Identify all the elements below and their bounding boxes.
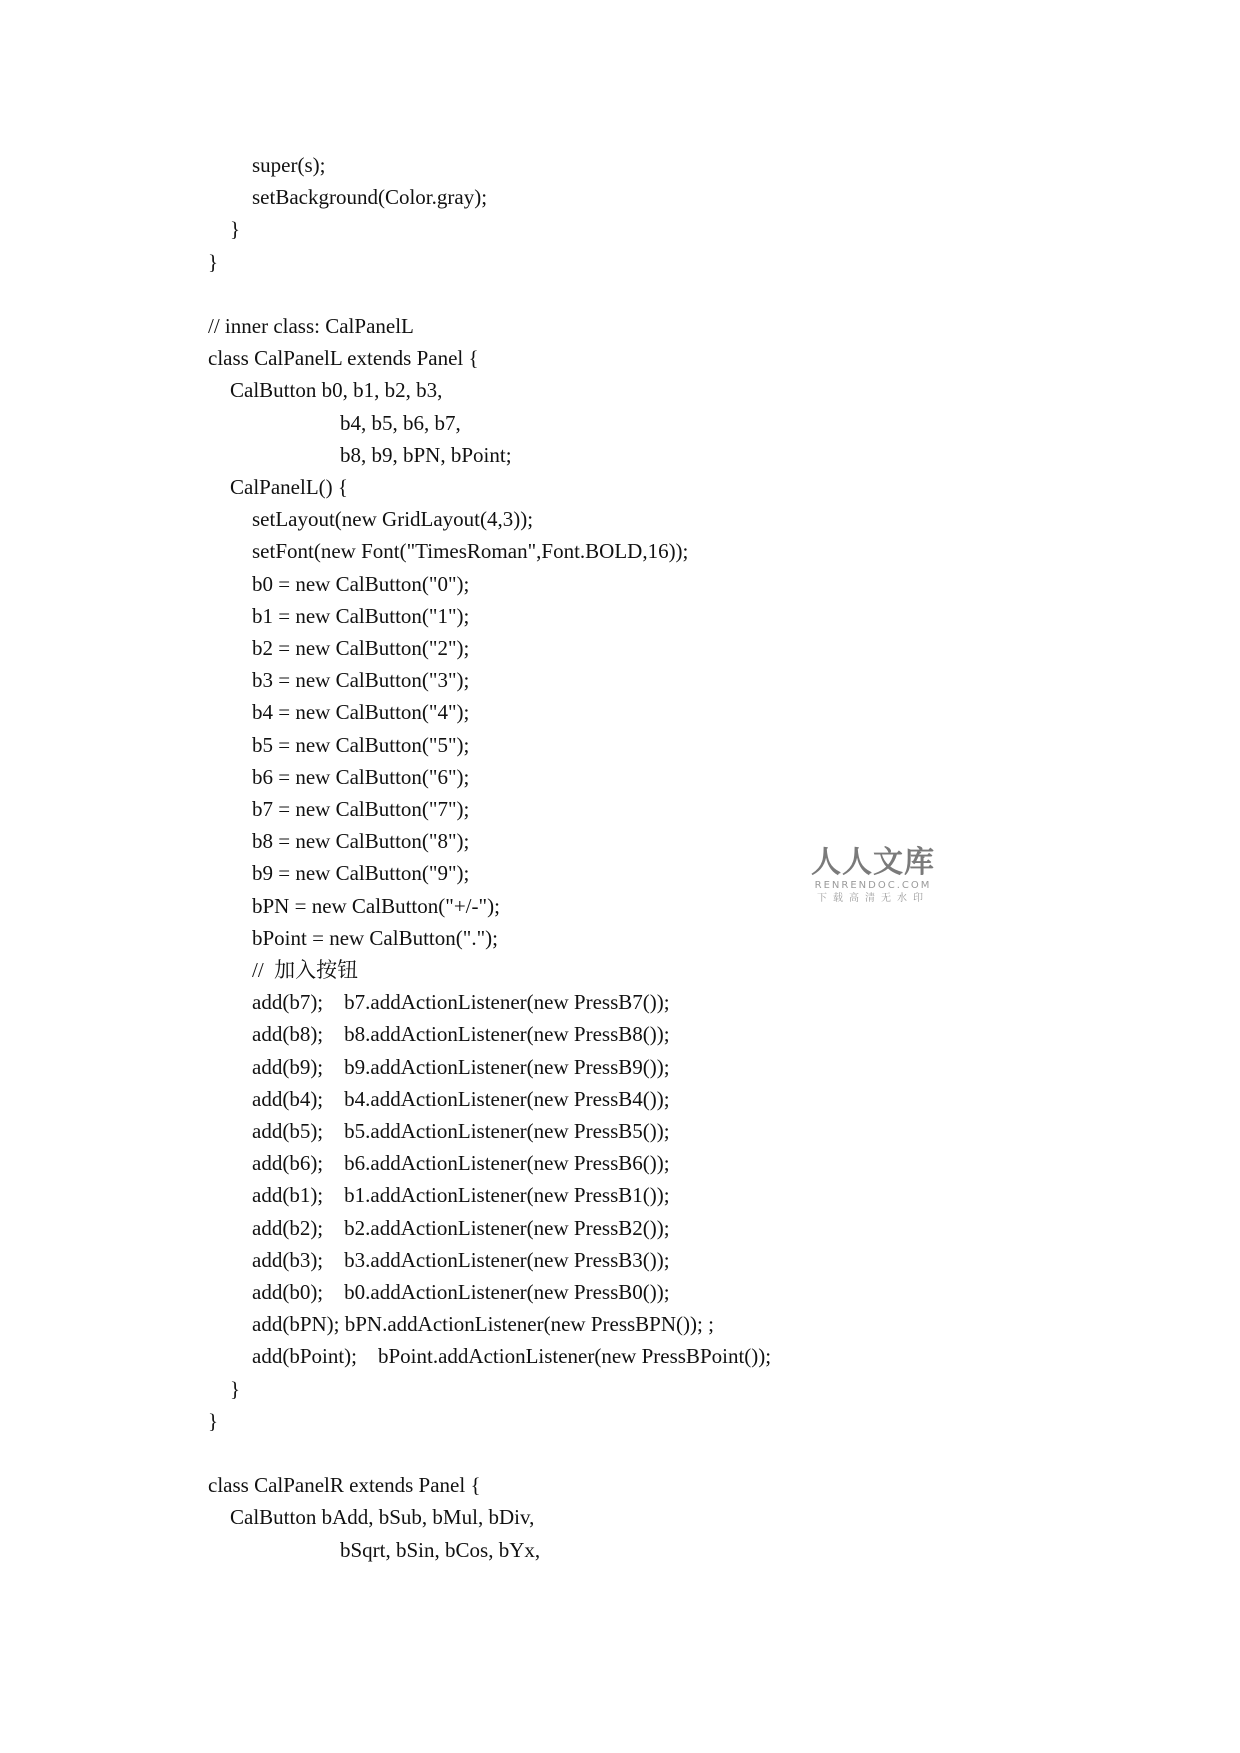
code-line: super(s); — [252, 153, 326, 177]
code-line: add(bPN); bPN.addActionListener(new PressBPN()); ; — [252, 1312, 714, 1336]
code-line: b4 = new CalButton("4"); — [252, 700, 470, 724]
code-line: setLayout(new GridLayout(4,3)); — [252, 507, 534, 531]
code-line: b8, b9, bPN, bPoint; — [340, 443, 512, 467]
watermark-tagline: 下载高清无水印 — [817, 893, 929, 904]
code-line: add(b4); b4.addActionListener(new PressB4()); — [252, 1087, 670, 1111]
code-line: add(b5); b5.addActionListener(new PressB5()); — [252, 1119, 670, 1143]
code-line: b4, b5, b6, b7, — [340, 411, 461, 435]
code-line: b7 = new CalButton("7"); — [252, 797, 470, 821]
code-line: class CalPanelL extends Panel { — [208, 346, 479, 370]
code-line: } — [230, 1377, 241, 1401]
watermark-domain: RENRENDOC.COM — [814, 880, 932, 891]
code-line: bPN = new CalButton("+/-"); — [252, 894, 500, 918]
code-line: add(b2); b2.addActionListener(new PressB2()); — [252, 1216, 670, 1240]
code-line: b6 = new CalButton("6"); — [252, 765, 470, 789]
code-line: CalPanelL() { — [230, 475, 348, 499]
code-line: } — [230, 217, 241, 241]
code-line: add(b6); b6.addActionListener(new PressB6()); — [252, 1151, 670, 1175]
code-line: b8 = new CalButton("8"); — [252, 829, 470, 853]
code-line: b0 = new CalButton("0"); — [252, 572, 470, 596]
code-line: setBackground(Color.gray); — [252, 185, 488, 209]
code-line: add(bPoint); bPoint.addActionListener(new PressBPoint()); — [252, 1344, 772, 1368]
code-line: } — [208, 250, 219, 274]
code-line: // inner class: CalPanelL — [208, 314, 414, 338]
code-line: CalButton b0, b1, b2, b3, — [230, 378, 443, 402]
code-line: add(b9); b9.addActionListener(new PressB9()); — [252, 1055, 670, 1079]
code-line: add(b8); b8.addActionListener(new PressB8()); — [252, 1022, 670, 1046]
code-line: b1 = new CalButton("1"); — [252, 604, 470, 628]
code-line: } — [208, 1409, 219, 1433]
code-line: b5 = new CalButton("5"); — [252, 733, 470, 757]
watermark-title: 人人文库 — [811, 845, 935, 880]
code-line: b3 = new CalButton("3"); — [252, 668, 470, 692]
code-line: // 加入按钮 — [252, 958, 359, 982]
code-line: add(b0); b0.addActionListener(new PressB0()); — [252, 1280, 670, 1304]
watermark-logo — [808, 846, 938, 910]
code-line: b2 = new CalButton("2"); — [252, 636, 470, 660]
code-line: add(b3); b3.addActionListener(new PressB3()); — [252, 1248, 670, 1272]
code-line: b9 = new CalButton("9"); — [252, 861, 470, 885]
code-line: setFont(new Font("TimesRoman",Font.BOLD,16)); — [252, 539, 689, 563]
code-line: CalButton bAdd, bSub, bMul, bDiv, — [230, 1505, 535, 1529]
code-line: add(b1); b1.addActionListener(new PressB1()); — [252, 1183, 670, 1207]
code-line: bPoint = new CalButton("."); — [252, 926, 498, 950]
code-line: class CalPanelR extends Panel { — [208, 1473, 481, 1497]
code-line: add(b7); b7.addActionListener(new PressB7()); — [252, 990, 670, 1014]
code-line: bSqrt, bSin, bCos, bYx, — [340, 1538, 541, 1562]
